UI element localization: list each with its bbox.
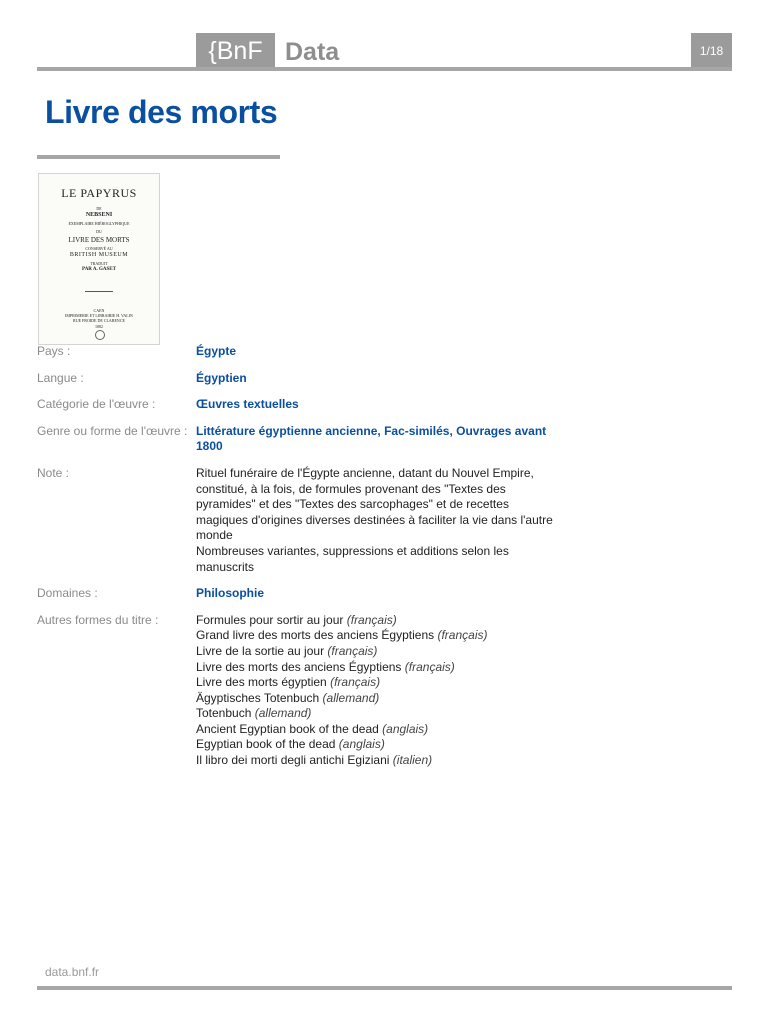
cover-line: TRADUIT xyxy=(90,261,108,266)
field-note xyxy=(37,466,557,575)
variant-title: Egyptian book of the dead xyxy=(196,737,336,752)
list-item xyxy=(196,722,557,738)
footer-divider xyxy=(37,986,732,990)
variant-language: (français) xyxy=(346,612,397,627)
footer-site-link[interactable]: data.bnf.fr xyxy=(45,965,100,979)
list-item xyxy=(196,753,557,769)
variant-language: (français) xyxy=(404,659,455,674)
field-label: Langue : xyxy=(37,370,84,385)
variant-language: (anglais) xyxy=(338,737,385,752)
field-categorie xyxy=(37,397,557,413)
genre-values: Littérature égyptienne ancienne, Fac-similés, Ouvrages avant 1800 xyxy=(196,423,547,454)
variant-title: Ägyptisches Totenbuch xyxy=(196,690,320,705)
cover-line: CAEN xyxy=(93,308,105,313)
variant-title: Grand livre des morts des anciens Égyptiens xyxy=(196,628,435,643)
variant-title: Livre des morts égyptien xyxy=(196,675,327,690)
list-item xyxy=(196,691,557,707)
list-item xyxy=(196,737,557,753)
variant-title: Livre des morts des anciens Égyptiens xyxy=(196,659,402,674)
note-paragraph: Rituel funéraire de l'Égypte ancienne, datant du Nouvel Empire, constitué, à la fois, de formules provenant des "Textes des pyramides" et des "Textes des sarcophages" et de recettes magiques d'origines diverses destinées à faciliter la vie dans l'autre monde xyxy=(196,465,553,543)
cover-line: NEBSENI xyxy=(85,212,113,218)
cover-line: LE PAPYRUS xyxy=(61,186,137,200)
field-label: Pays : xyxy=(37,344,71,358)
cover-divider xyxy=(85,291,113,292)
variant-language: (allemand) xyxy=(254,706,312,721)
cover-seal-icon xyxy=(95,330,105,340)
variant-language: (anglais) xyxy=(382,721,429,736)
variant-title: Livre de la sortie au jour xyxy=(196,643,325,658)
list-item xyxy=(196,644,557,660)
list-item xyxy=(196,628,557,644)
note-text xyxy=(196,466,557,575)
book-cover-image xyxy=(38,173,160,345)
genre-link[interactable]: Littérature égyptienne ancienne xyxy=(196,423,378,438)
field-genre xyxy=(37,424,557,455)
langue-link[interactable]: Égyptien xyxy=(196,370,247,385)
record-fields xyxy=(37,344,557,769)
data-logo-word: Data xyxy=(285,38,340,66)
categorie-link[interactable]: Œuvres textuelles xyxy=(196,397,299,412)
field-label: Genre ou forme de l'œuvre : xyxy=(37,423,188,438)
field-label: Note : xyxy=(37,465,70,480)
list-item xyxy=(196,613,557,629)
cover-line: RUE FROIDE DE CLARENCE xyxy=(73,318,125,323)
page-title: Livre des morts xyxy=(45,94,278,130)
variant-language: (français) xyxy=(437,628,488,643)
cover-line: LIVRE DES MORTS xyxy=(68,236,130,244)
variant-language: (italien) xyxy=(392,753,433,768)
bnf-logo-text: {BnF xyxy=(208,37,263,65)
domaines-link[interactable]: Philosophie xyxy=(196,586,265,601)
variant-language: (français) xyxy=(327,643,378,658)
cover-line: CONSERVÉ AU xyxy=(85,246,113,251)
field-label: Autres formes du titre : xyxy=(37,612,159,627)
field-label: Catégorie de l'œuvre : xyxy=(37,397,156,412)
field-domaines xyxy=(37,586,557,602)
cover-line: PAR A. GASET xyxy=(82,267,116,272)
variant-title: Il libro dei morti degli antichi Egiziani xyxy=(196,753,390,768)
autres-formes-list xyxy=(196,613,557,769)
field-label: Domaines : xyxy=(37,586,98,601)
variant-language: (français) xyxy=(330,675,381,690)
pays-link[interactable]: Égypte xyxy=(196,344,237,358)
variant-title: Formules pour sortir au jour xyxy=(196,612,344,627)
page-counter: 1/18 xyxy=(691,33,732,67)
title-divider xyxy=(37,155,280,159)
list-item xyxy=(196,706,557,722)
cover-line: DU xyxy=(96,229,102,234)
variant-title: Ancient Egyptian book of the dead xyxy=(196,721,379,736)
note-paragraph: Nombreuses variantes, suppressions et additions selon les manuscrits xyxy=(196,543,509,574)
list-item xyxy=(196,660,557,676)
list-item xyxy=(196,675,557,691)
header-divider xyxy=(37,67,732,71)
field-langue xyxy=(37,371,557,387)
cover-line: DE xyxy=(96,206,102,211)
variant-title: Totenbuch xyxy=(196,706,252,721)
field-pays xyxy=(37,344,557,360)
field-autres-formes xyxy=(37,613,557,769)
variant-language: (allemand) xyxy=(322,690,380,705)
cover-line: BRITISH MUSEUM xyxy=(69,252,129,258)
page-header xyxy=(37,33,732,70)
bnf-logo[interactable] xyxy=(196,33,275,67)
cover-line: EXEMPLAIRE HIÉROGLYPHIQUE xyxy=(68,221,130,226)
cover-line: IMPRIMERIE ET LIBRAIRIE H. VALIN xyxy=(65,313,133,318)
genre-link[interactable]: Ouvrages avant 1800 xyxy=(196,423,547,454)
cover-line: 1882 xyxy=(95,324,103,329)
genre-link[interactable]: Fac-similés xyxy=(384,423,450,438)
